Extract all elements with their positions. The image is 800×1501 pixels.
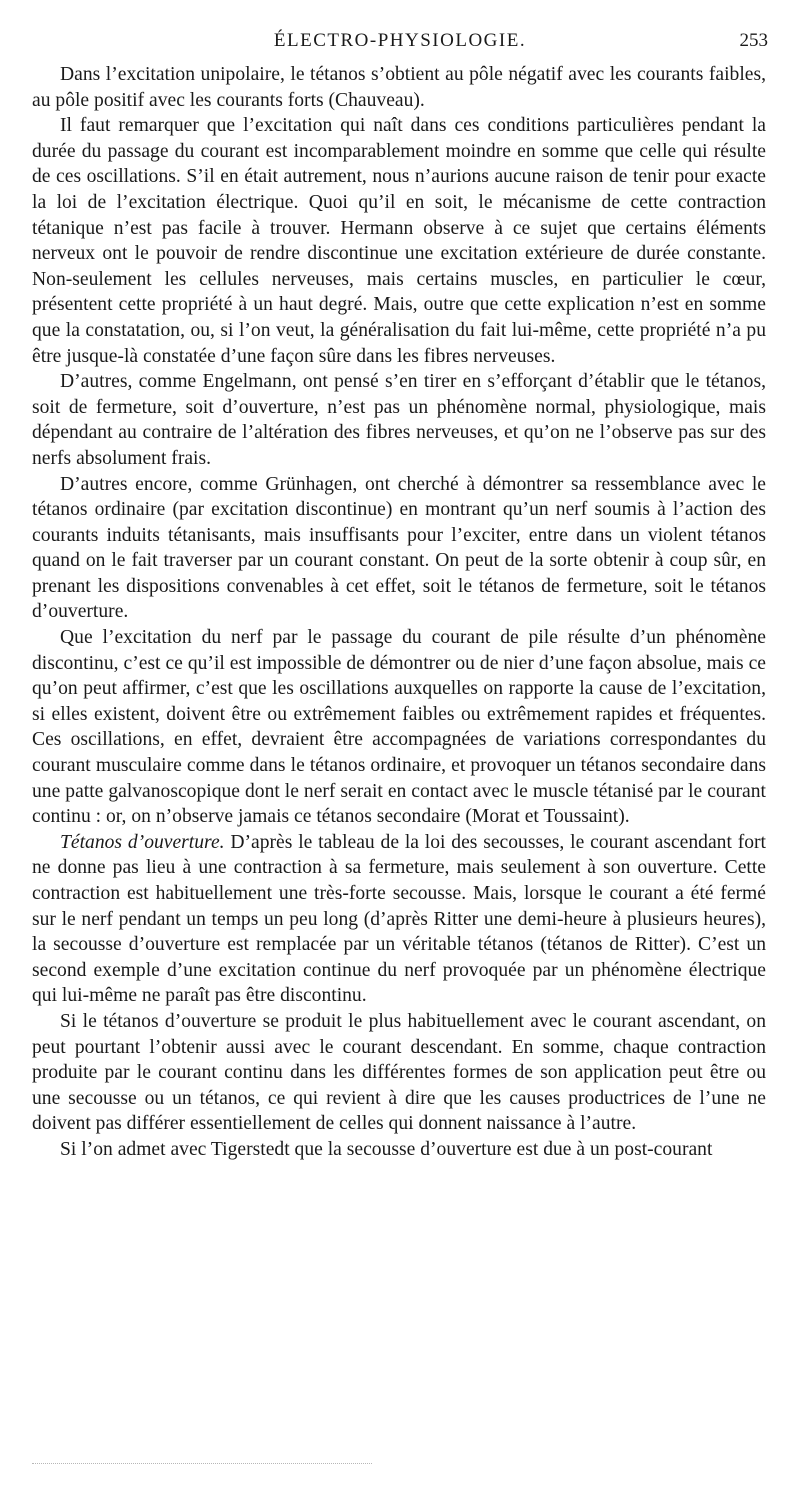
paragraph-text: Dans l’excitation unipolaire, le tétanos s’obtient au pôle négatif avec les courants faibles, au pôle positif avec les courants forts (Chauveau). bbox=[32, 64, 766, 111]
page-number: 253 bbox=[739, 30, 768, 51]
running-head bbox=[32, 30, 768, 56]
paragraph-text: Il faut remarquer que l’excitation qui naît dans ces conditions particulières pendant la durée du passage du courant est incomparablement moindre en somme que celle qui résulte de ces oscillations. S’il en était autrement, nous n’aurions aucune raison de tenir pour exacte la loi de l’excitation électrique. Quoi qu’il en soit, le mécanisme de cette contraction tétanique n’est pas facile à trouver. Hermann observe à ce sujet que certains éléments nerveux ont le pouvoir de rendre discontinue une excitation extérieure de durée constante. Non-seulement les cellules nerveuses, mais certains muscles, en particulier le cœur, présentent cette propriété à un haut degré. Mais, outre que cette explication n’est en somme que la constatation, ou, si l’on veut, la généralisation du fait lui-même, cette propriété n’a pu être jusque-là constatée d’une façon sûre dans les fibres nerveuses. bbox=[32, 115, 766, 367]
paragraph-text: D’autres encore, comme Grünhagen, ont cherché à démontrer sa ressemblance avec le tétanos ordinaire (par excitation discontinue) en montrant qu’un nerf soumis à l’action des courants induits tétanisants, mais insuffisants pour l’exciter, entre dans un violent tétanos quand on le fait traverser par un courant constant. On peut de la sorte obtenir à coup sûr, en prenant les dispositions convenables à cet effet, soit le tétanos de fermeture, soit le tétanos d’ouverture. bbox=[32, 473, 766, 623]
paragraph-4 bbox=[32, 472, 766, 626]
running-title: ÉLECTRO-PHYSIOLOGIE. bbox=[273, 30, 527, 51]
paragraph-1 bbox=[32, 62, 766, 113]
paragraph-text: Que l’excitation du nerf par le passage du courant de pile résulte d’un phénomène discontinu, c’est ce qu’il est impossible de démontrer ou de nier d’une façon absolue, mais ce qu’on peut affirmer, c’est que les oscillations auxquelles on rapporte la cause de l’excitation, si elles existent, doivent être ou extrêmement faibles ou extrêmement rapides et fréquentes. Ces oscillations, en effet, devraient être accompagnées de variations correspondantes du courant musculaire comme dans le tétanos ordinaire, et provoquer un tétanos secondaire dans une patte galvanoscopique dont le nerf serait en contact avec le muscle tétanisé par le courant continu : or, on n’observe jamais ce tétanos secondaire (Morat et Toussaint). bbox=[32, 627, 766, 828]
footer-divider bbox=[32, 1463, 372, 1464]
paragraph-6 bbox=[32, 830, 766, 1009]
paragraph-8 bbox=[32, 1137, 766, 1163]
paragraph-text: D’après le tableau de la loi des secousses, le courant ascendant fort ne donne pas lieu à une contraction à sa fermeture, mais seulement à son ouverture. Cette contraction est habituellement une très-forte secousse. Mais, lorsque le courant a été fermé sur le nerf pendant un temps un peu long (d’après Ritter une demi-heure à plusieurs heures), la secousse d’ouverture est remplacée par un véritable tétanos (tétanos de Ritter). C’est un second exemple d’une excitation continue du nerf provoquée par un phénomène électrique qui lui-même ne paraît pas être discontinu. bbox=[32, 831, 766, 1007]
paragraph-2 bbox=[32, 113, 766, 369]
paragraph-3 bbox=[32, 369, 766, 471]
section-lead-heading: Tétanos d’ouverture. bbox=[60, 831, 225, 853]
paragraph-text: Si l’on admet avec Tigerstedt que la secousse d’ouverture est due à un post-courant bbox=[60, 1138, 713, 1160]
paragraph-5 bbox=[32, 625, 766, 830]
paragraph-text: D’autres, comme Engelmann, ont pensé s’en tirer en s’efforçant d’établir que le tétanos, soit de fermeture, soit d’ouverture, n’est pas un phénomène normal, physiologique, mais dépendant au contraire de l’altération des fibres nerveuses, et qu’on ne l’observe pas sur des nerfs absolument frais. bbox=[32, 371, 766, 469]
paragraph-text: Si le tétanos d’ouverture se produit le plus habituellement avec le courant ascendant, on peut pourtant l’obtenir aussi avec le courant descendant. En somme, chaque contraction produite par le courant continu dans les différentes formes de son application peut être ou une secousse ou un tétanos, ce qui revient à dire que les causes productrices de l’une ne doivent pas différer essentiellement de celles qui donnent naissance à l’autre. bbox=[32, 1010, 766, 1135]
paragraph-7 bbox=[32, 1009, 766, 1137]
body-text bbox=[32, 62, 766, 1163]
